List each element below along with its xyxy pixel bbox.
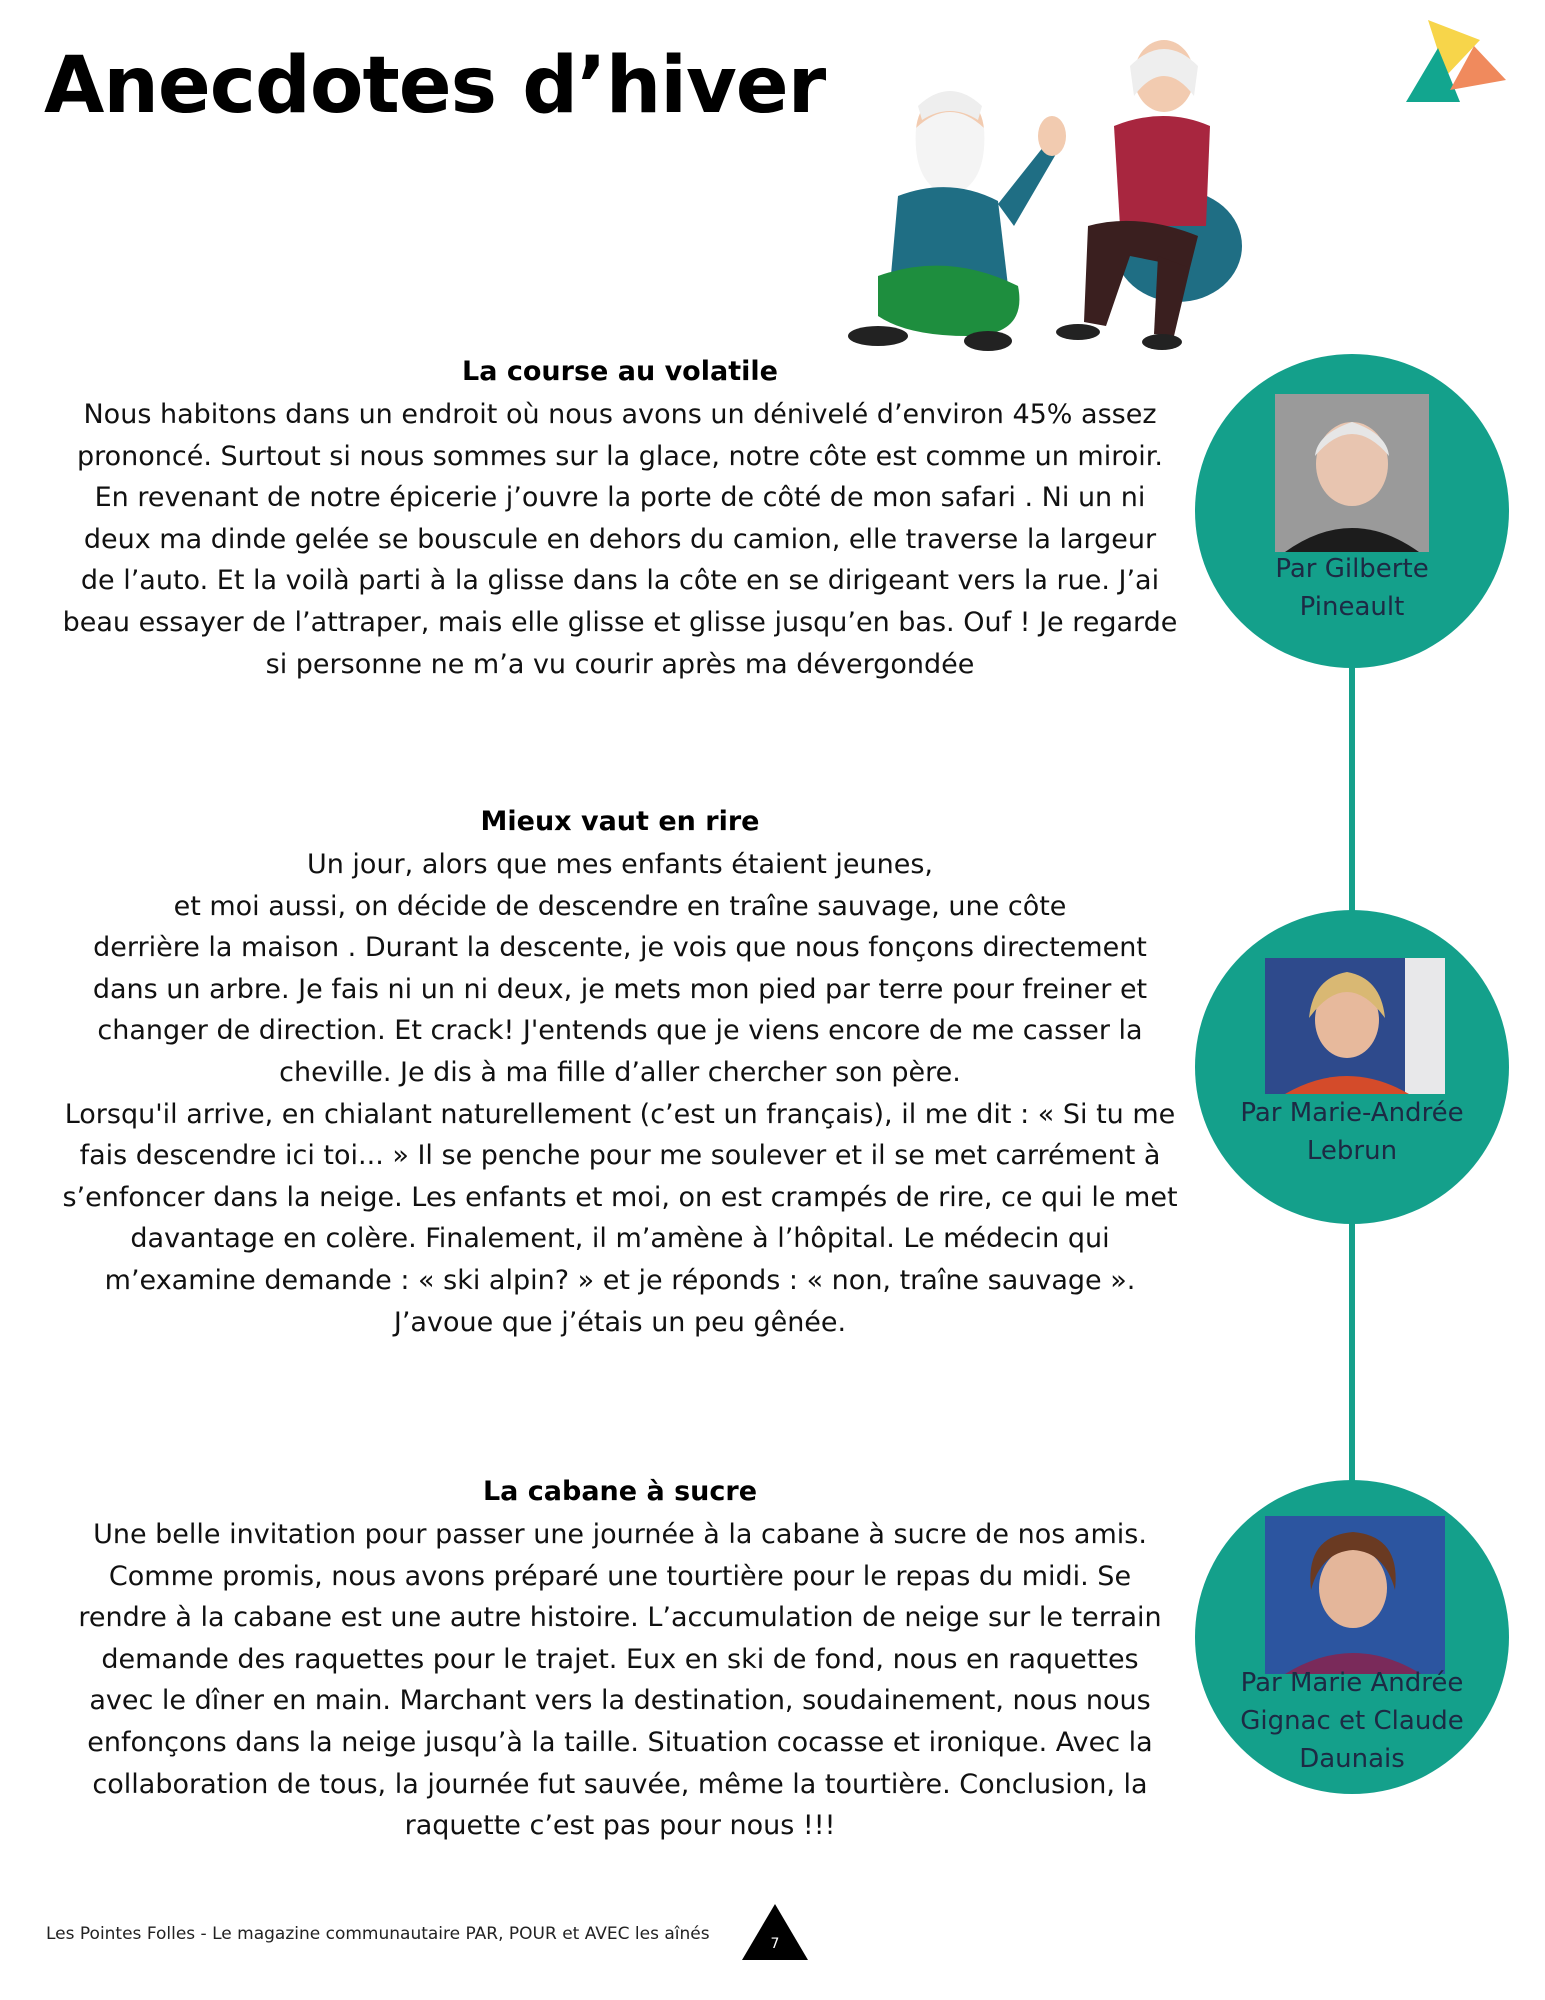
story-line: et moi aussi, on décide de descendre en traîne sauvage, une côte <box>173 890 1067 922</box>
footer-text: Les Pointes Folles - Le magazine communautaire PAR, POUR et AVEC les aînés <box>46 1924 710 1944</box>
story-line: beau essayer de l’attraper, mais elle glisse et glisse jusqu’en bas. Ouf ! Je regarde <box>62 606 1178 638</box>
author-name-line: Gignac et Claude <box>1240 1706 1464 1736</box>
story-line: changer de direction. Et crack! J'entends que je viens encore de me casser la <box>97 1015 1143 1047</box>
story-line: En revenant de notre épicerie j’ouvre la porte de côté de mon safari . Ni un ni <box>94 482 1146 514</box>
story-line: avec le dîner en main. Marchant vers la destination, soudainement, nous nous <box>89 1685 1151 1717</box>
story-body <box>40 394 1200 685</box>
story-line: prononcé. Surtout si nous sommes sur la glace, notre côte est comme un miroir. <box>77 440 1163 472</box>
story-line: cheville. Je dis à ma fille d’aller chercher son père. <box>279 1056 961 1088</box>
story-title: Mieux vaut en rire <box>480 806 760 837</box>
author-name-line: Daunais <box>1299 1744 1405 1774</box>
page-title: Anecdotes d’hiver <box>44 41 826 131</box>
story-line: Un jour, alors que mes enfants étaient jeunes, <box>306 849 934 880</box>
story-line: deux ma dinde gelée se bouscule en dehors du camion, elle traverse la largeur <box>83 523 1157 555</box>
magazine-logo <box>1388 18 1508 108</box>
story-mieux-vaut-en-rire <box>40 800 1200 1343</box>
story-line: de l’auto. Et la voilà parti à la glisse dans la côte en se dirigeant vers la rue. J’ai <box>80 565 1160 597</box>
story-line: raquette c’est pas pour nous !!! <box>404 1810 836 1842</box>
story-line: demande des raquettes pour le trajet. Eux en ski de fond, nous en raquettes <box>101 1643 1139 1675</box>
story-course-au-volatile <box>40 350 1200 685</box>
author-circle-gilberte <box>1195 354 1509 668</box>
story-line: Une belle invitation pour passer une journée à la cabane à sucre de nos amis. <box>93 1519 1147 1550</box>
seniors-laughing-illustration <box>838 36 1278 356</box>
author-name-line: Par Marie-Andrée <box>1240 1098 1464 1128</box>
story-line: derrière la maison . Durant la descente, je vois que nous fonçons directement <box>93 932 1147 964</box>
author-name-line: Pineault <box>1299 592 1405 622</box>
story-line: Comme promis, nous avons préparé une tourtière pour le repas du midi. Se <box>108 1560 1132 1592</box>
story-line: davantage en colère. Finalement, il m’amène à l’hôpital. Le médecin qui <box>130 1223 1110 1255</box>
author-name <box>1205 1094 1499 1170</box>
story-line: J’avoue que j’étais un peu gênée. <box>393 1306 847 1338</box>
author-name-line: Par Marie Andrée <box>1240 1668 1464 1698</box>
author-photo <box>1265 958 1445 1094</box>
story-line: dans un arbre. Je fais ni un ni deux, je mets mon pied par terre pour freiner et <box>92 973 1148 1005</box>
author-circle-gignac-daunais <box>1195 1480 1509 1794</box>
story-cabane-a-sucre <box>40 1470 1200 1847</box>
story-line: s’enfoncer dans la neige. Les enfants et moi, on est crampés de rire, ce qui le met <box>62 1181 1178 1213</box>
author-photo <box>1265 1516 1445 1674</box>
story-line: enfonçons dans la neige jusqu’à la taille. Situation cocasse et ironique. Avec la <box>87 1726 1153 1758</box>
story-body <box>40 1514 1200 1847</box>
story-line: fais descendre ici toi... » Il se penche pour me soulever et il se met carrément à <box>79 1140 1161 1172</box>
author-name-line: Par Gilberte <box>1275 554 1429 584</box>
story-title: La course au volatile <box>462 356 778 387</box>
author-name-line: Lebrun <box>1306 1136 1398 1166</box>
author-circle-marie-andree-lebrun <box>1195 910 1509 1224</box>
story-line: rendre à la cabane est une autre histoire. L’accumulation de neige sur le terrain <box>78 1602 1162 1634</box>
story-line: collaboration de tous, la journée fut sauvée, même la tourtière. Conclusion, la <box>92 1768 1148 1800</box>
story-body <box>40 844 1200 1343</box>
story-line: m’examine demande : « ski alpin? » et je réponds : « non, traîne sauvage ». <box>104 1264 1136 1296</box>
story-line: Lorsqu'il arrive, en chialant naturellement (c’est un français), il me dit : « Si tu me <box>64 1098 1176 1130</box>
author-name <box>1205 550 1499 626</box>
story-title: La cabane à sucre <box>482 1476 758 1507</box>
author-photo <box>1275 394 1429 552</box>
story-line: Nous habitons dans un endroit où nous avons un dénivelé d’environ 45% assez <box>83 399 1157 430</box>
page-number: 7 <box>770 1936 780 1952</box>
page-number-triangle-icon <box>740 1902 810 1962</box>
story-line: si personne ne m’a vu courir après ma dévergondée <box>265 648 975 680</box>
author-name <box>1205 1664 1499 1778</box>
